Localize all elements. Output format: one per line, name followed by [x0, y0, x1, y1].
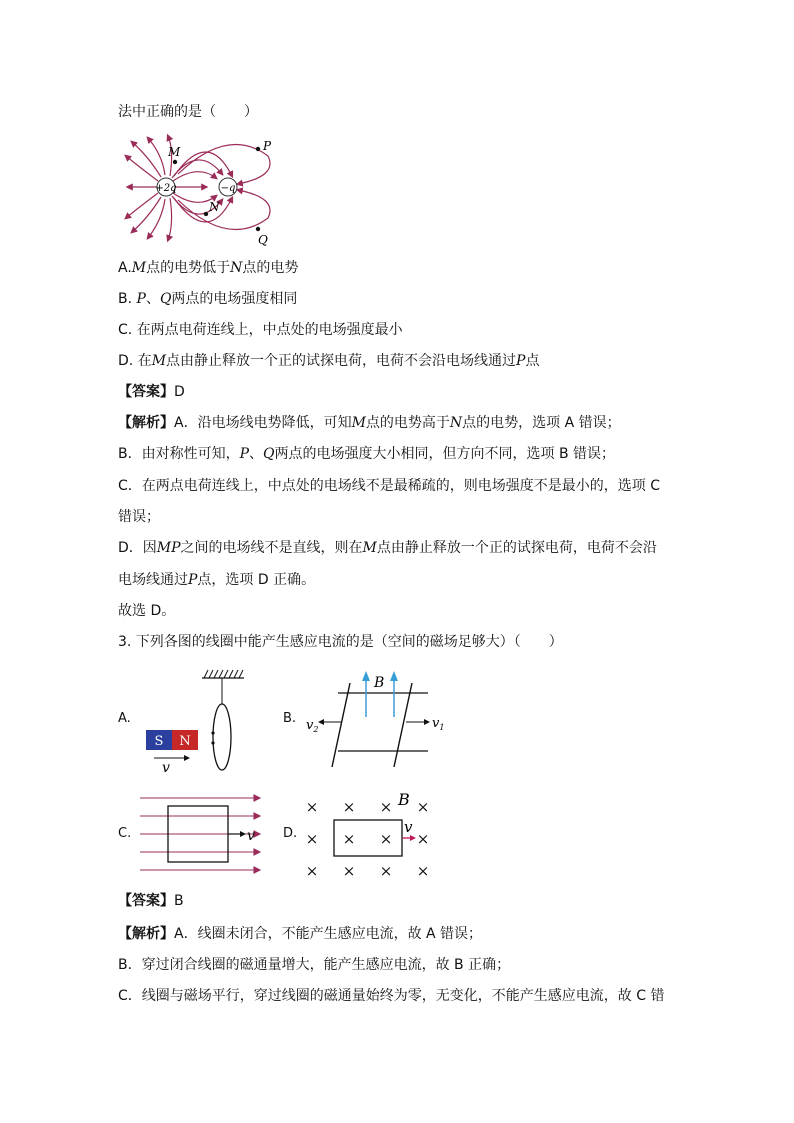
negative-charge-label: −q — [220, 183, 236, 194]
svg-text:×: × — [416, 862, 430, 880]
option-c: C. 在两点电荷连线上，中点处的电场强度最小 — [118, 322, 403, 338]
analysis-c-line2: 错误； — [118, 509, 160, 525]
svg-text:×: × — [342, 798, 356, 816]
analysis-c-line1: C．在两点电荷连线上，中点处的电场线不是最稀疏的，则电场强度不是最小的，选项 C — [118, 478, 660, 494]
point-q-label: Q — [258, 233, 268, 247]
figure-b-v2-label: $v_2$ — [306, 718, 319, 734]
magnet-n-label: N — [179, 734, 191, 749]
figure-c-label: C. — [118, 826, 132, 841]
answer-line: 【答案】D — [118, 384, 185, 400]
svg-text:×: × — [379, 862, 393, 880]
svg-text:×: × — [342, 830, 356, 848]
svg-text:×: × — [379, 798, 393, 816]
question-stem-tail: 法中正确的是（ ） — [118, 104, 258, 120]
option-b: B. P、Q两点的电场强度相同 — [118, 291, 298, 307]
svg-text:×: × — [416, 830, 430, 848]
point-p — [256, 147, 260, 151]
svg-text:×: × — [305, 798, 319, 816]
open-coil — [213, 704, 231, 770]
point-p-label: P — [263, 139, 272, 153]
figure-c-parallel-field — [138, 790, 278, 880]
q3-answer-line: 【答案】B — [118, 893, 184, 909]
analysis-b: B．由对称性可知，P、Q两点的电场强度大小相同，但方向不同，选项 B 错误； — [118, 446, 616, 462]
figure-a-label: A. — [118, 711, 131, 726]
figure-b-label: B. — [283, 711, 297, 726]
analysis-d-line2: 电场线通过P点，选项 D 正确。 — [118, 572, 316, 588]
figure-b-v1-label: $v_1$ — [432, 716, 445, 732]
question-3-stem: 3. 下列各图的线圈中能产生感应电流的是（空间的磁场足够大）（ ） — [118, 634, 563, 650]
analysis-d-line1: D．因MP之间的电场线不是直线，则在M点由静止释放一个正的试探电荷，电荷不会沿 — [118, 540, 657, 556]
option-d: D. 在M点由静止释放一个正的试探电荷，电荷不会沿电场线通过P点 — [118, 353, 540, 369]
figure-a-velocity-label: v — [162, 760, 170, 776]
figure-d-label: D. — [283, 826, 298, 841]
point-q — [256, 227, 260, 231]
analysis-a: 【解析】A．沿电场线电势降低，可知M点的电势高于N点的电势，选项 A 错误； — [118, 415, 621, 431]
figure-b-rails — [300, 665, 450, 775]
figure-a-magnet-coil — [144, 666, 254, 776]
point-n-label: N — [209, 200, 220, 214]
svg-text:×: × — [305, 830, 319, 848]
figure-c-velocity-label: v — [247, 828, 255, 844]
svg-text:×: × — [416, 798, 430, 816]
electric-field-figure — [118, 136, 288, 246]
svg-text:×: × — [305, 862, 319, 880]
field-lines — [126, 136, 270, 240]
figure-d-velocity-label: v — [404, 818, 413, 836]
q3-analysis-b: B．穿过闭合线圈的磁通量增大，能产生感应电流，故 B 正确； — [118, 957, 511, 973]
point-m-label: M — [168, 145, 181, 159]
svg-text:×: × — [342, 862, 356, 880]
point-n — [204, 212, 208, 216]
point-m — [173, 160, 177, 164]
figure-d-magnetic-field — [300, 790, 440, 880]
positive-charge-label: +2q — [155, 183, 177, 194]
svg-text:×: × — [379, 830, 393, 848]
q3-analysis-a: 【解析】A．线圈未闭合，不能产生感应电流，故 A 错误； — [118, 926, 483, 942]
figure-d-field-label: B — [398, 790, 410, 809]
q3-analysis-c: C．线圈与磁场平行，穿过线圈的磁通量始终为零，无变化，不能产生感应电流，故 C 错 — [118, 988, 665, 1004]
figure-b-field-label: B — [374, 675, 385, 691]
analysis-conclusion: 故选 D。 — [118, 603, 176, 619]
option-a: A.M点的电势低于N点的电势 — [118, 260, 299, 276]
magnet-s-label: S — [154, 734, 164, 749]
